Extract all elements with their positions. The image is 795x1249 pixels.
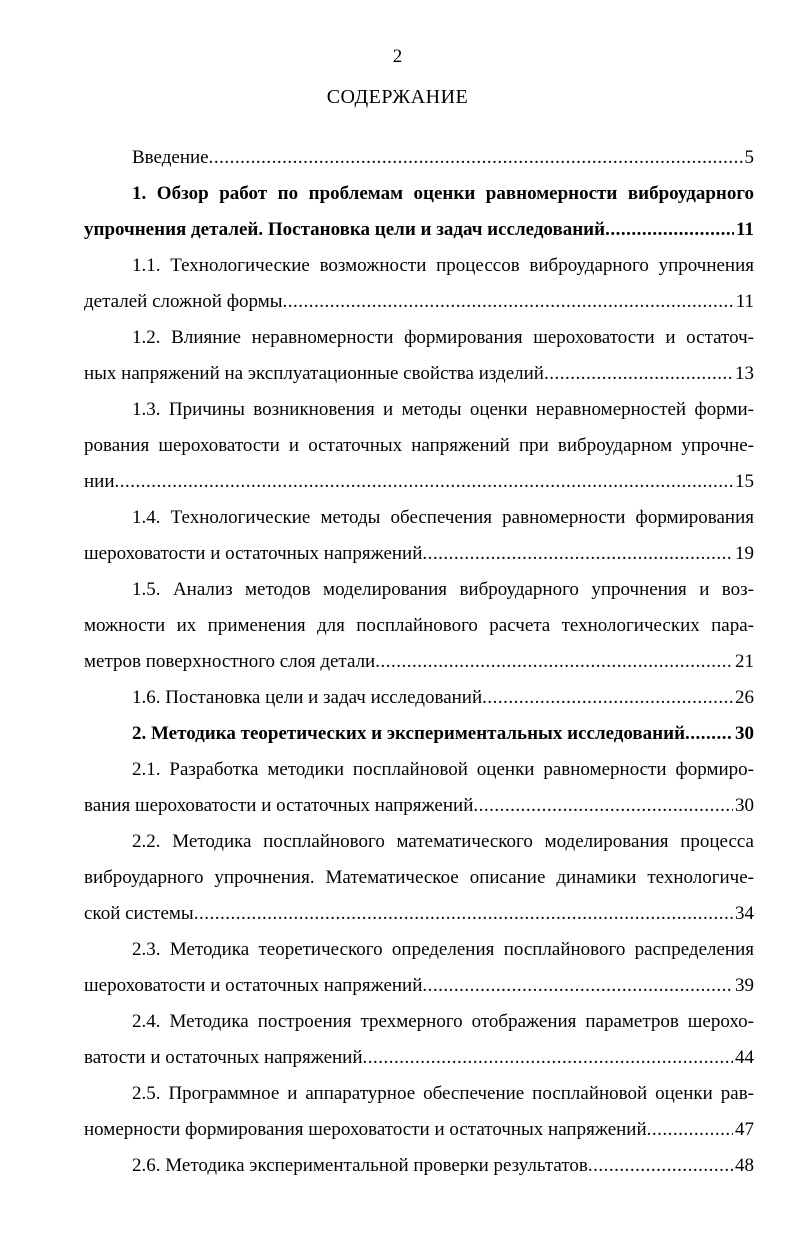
- toc-page-number: 47: [735, 1119, 754, 1140]
- toc-entry: [84, 140, 754, 176]
- toc-entry-last-line: [84, 644, 754, 680]
- toc-entry-text: деталей сложной формы: [84, 291, 283, 312]
- leader-dots: [588, 1148, 733, 1184]
- toc-entry-line: 1. Обзор работ по проблемам оценки равномерности виброударного: [132, 183, 754, 204]
- toc-entry: [84, 716, 754, 752]
- leader-dots: [422, 968, 733, 1004]
- toc-page-number: 30: [735, 723, 754, 744]
- toc-entry-text: номерности формирования шероховатости и остаточных напряжений: [84, 1119, 647, 1140]
- toc-entry-last-line: [84, 1148, 754, 1184]
- leader-dots: [544, 356, 733, 392]
- leader-dots: [209, 140, 743, 176]
- toc-entry: [84, 572, 754, 680]
- leader-dots: [482, 680, 733, 716]
- toc-entry-line: 1.2. Влияние неравномерности формирования шероховатости и остаточ-: [132, 327, 754, 348]
- toc-entry-line: рования шероховатости и остаточных напряжений при виброударном упрочне-: [84, 435, 754, 456]
- leader-dots: [194, 896, 733, 932]
- toc-entry-line: 2.5. Программное и аппаратурное обеспечение посплайновой оценки рав-: [132, 1083, 754, 1104]
- toc-page-number: 11: [736, 219, 754, 240]
- toc-entry-line: 2.3. Методика теоретического определения посплайнового распределения: [132, 939, 754, 960]
- toc-entry: [84, 1148, 754, 1184]
- toc-entry-text: ской системы: [84, 903, 194, 924]
- toc-entry-last-line: [84, 1112, 754, 1148]
- toc-entry-line: 1.5. Анализ методов моделирования виброударного упрочнения и воз-: [132, 579, 754, 600]
- toc-page-number: 48: [735, 1155, 754, 1176]
- toc-entry-last-line: [84, 1040, 754, 1076]
- leader-dots: [605, 212, 734, 248]
- toc-entry: [84, 500, 754, 572]
- toc-entry-text: 1.6. Постановка цели и задач исследований: [132, 687, 483, 708]
- toc-page-number: 39: [735, 975, 754, 996]
- toc-entry-last-line: [84, 716, 754, 752]
- toc-page-number: 34: [735, 903, 754, 924]
- toc-entry-text: шероховатости и остаточных напряжений: [84, 975, 423, 996]
- toc-entry-last-line: [84, 212, 754, 248]
- toc-entry-text: ных напряжений на эксплуатационные свойства изделий: [84, 363, 544, 384]
- toc-entry-text: 2. Методика теоретических и экспериментальных исследований: [132, 723, 686, 744]
- toc-entry-last-line: [84, 968, 754, 1004]
- toc-entry-text: ватости и остаточных напряжений: [84, 1047, 363, 1068]
- toc-entry-text: Введение: [132, 147, 209, 168]
- leader-dots: [473, 788, 733, 824]
- toc-entry: [84, 392, 754, 500]
- toc-entry: [84, 248, 754, 320]
- toc-page-number: 11: [735, 291, 754, 312]
- leader-dots: [115, 464, 733, 500]
- toc-page-number: 44: [735, 1047, 754, 1068]
- leader-dots: [363, 1040, 733, 1076]
- toc-page-number: 15: [735, 471, 754, 492]
- toc-entry-last-line: [84, 464, 754, 500]
- leader-dots: [283, 284, 734, 320]
- toc-entry: [84, 176, 754, 248]
- toc-entry-last-line: [84, 788, 754, 824]
- toc-entry-last-line: [84, 284, 754, 320]
- toc-entry: [84, 320, 754, 392]
- toc-entry-last-line: [84, 140, 754, 176]
- toc-entry: [84, 1004, 754, 1076]
- toc-entry-last-line: [84, 356, 754, 392]
- leader-dots: [375, 644, 733, 680]
- toc-entry-line: 2.2. Методика посплайнового математического моделирования процесса: [132, 831, 754, 852]
- toc-entry-text: упрочнения деталей. Постановка цели и задач исследований: [84, 219, 606, 240]
- toc-entry: [84, 680, 754, 716]
- toc-entry-last-line: [84, 536, 754, 572]
- toc-entry-line: виброударного упрочнения. Математическое описание динамики технологиче-: [84, 867, 754, 888]
- toc-entry-text: метров поверхностного слоя детали: [84, 651, 376, 672]
- toc-entry-text: 2.6. Методика экспериментальной проверки результатов: [132, 1155, 588, 1176]
- toc-entry: [84, 752, 754, 824]
- page-title: СОДЕРЖАНИЕ: [326, 86, 469, 108]
- leader-dots: [422, 536, 733, 572]
- leader-dots: [647, 1112, 733, 1148]
- toc-entry-line: можности их применения для посплайнового расчета технологических пара-: [84, 615, 754, 636]
- toc-entry-last-line: [84, 896, 754, 932]
- toc-page-number: 5: [744, 147, 754, 168]
- toc-page-number: 30: [735, 795, 754, 816]
- toc-page-number: 13: [735, 363, 754, 384]
- toc-entry: [84, 824, 754, 932]
- toc-entry-line: 1.1. Технологические возможности процессов виброударного упрочнения: [132, 255, 754, 276]
- toc-entry-text: нии: [84, 471, 115, 492]
- toc-entry-text: вания шероховатости и остаточных напряжений: [84, 795, 474, 816]
- toc-entry-last-line: [84, 680, 754, 716]
- toc-entry-text: шероховатости и остаточных напряжений: [84, 543, 423, 564]
- toc-page-number: 21: [735, 651, 754, 672]
- toc-entry: [84, 1076, 754, 1148]
- toc-entry-line: 1.4. Технологические методы обеспечения равномерности формирования: [132, 507, 754, 528]
- leader-dots: [685, 716, 733, 752]
- page-number: 2: [392, 46, 403, 67]
- toc-entry-line: 2.1. Разработка методики посплайновой оценки равномерности формиро-: [132, 759, 754, 780]
- toc-entry-line: 1.3. Причины возникновения и методы оценки неравномерностей форми-: [132, 399, 754, 420]
- toc-page-number: 26: [735, 687, 754, 708]
- toc-entry: [84, 932, 754, 1004]
- table-of-contents: [84, 140, 754, 1184]
- toc-entry-line: 2.4. Методика построения трехмерного отображения параметров шерохо-: [132, 1011, 754, 1032]
- toc-page-number: 19: [735, 543, 754, 564]
